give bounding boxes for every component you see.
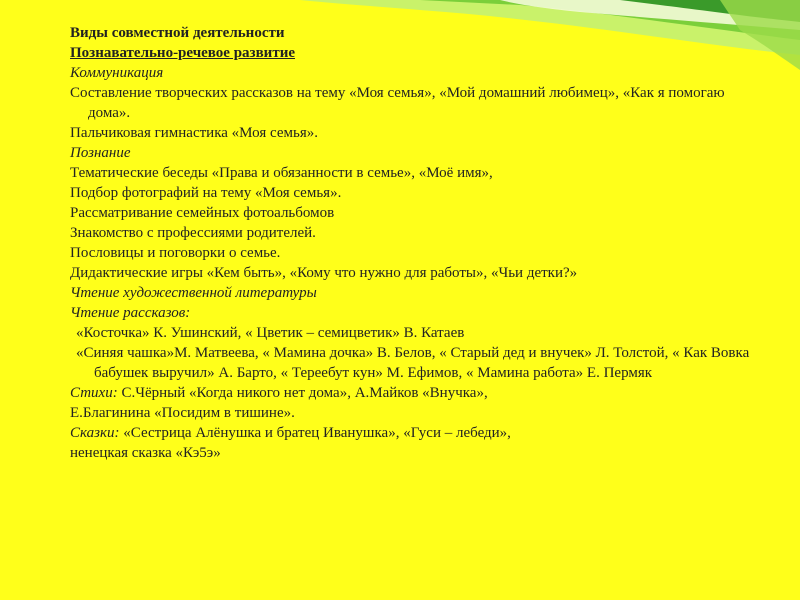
section-reading: Чтение художественной литературы — [70, 285, 317, 301]
cognition-item: Подбор фотографий на тему «Моя семья». — [70, 185, 342, 201]
slide-content — [70, 23, 770, 463]
cognition-item: Рассматривание семейных фотоальбомов — [70, 205, 335, 221]
tales-label: Сказки: — [70, 425, 120, 441]
cognition-item: Тематические беседы «Права и обязанности в семье», «Моё имя», — [70, 165, 493, 181]
tales-text: «Сестрица Алёнушка и братец Иванушка», «Гуси – лебеди», — [119, 425, 511, 441]
cognition-item: Дидактические игры «Кем быть», «Кому что нужно для работы», «Чьи детки?» — [70, 265, 578, 281]
cognition-item: Знакомство с профессиями родителей. — [70, 225, 316, 241]
section-communication: Коммуникация — [70, 65, 164, 81]
poems-label: Стихи: — [70, 385, 118, 401]
subheading: Познавательно-речевое развитие — [70, 45, 295, 61]
stories-line: «Косточка» К. Ушинский, « Цветик – семицветик» В. Катаев — [76, 325, 465, 341]
poems-line — [70, 383, 770, 403]
communication-item: Пальчиковая гимнастика «Моя семья». — [70, 125, 318, 141]
stories-line: «Синяя чашка»М. Матвеева, « Мамина дочка» В. Белов, « Старый дед и внучек» Л. Толстой, « Как Вовка бабушек выручил» А. Барто, « Тереебут кун» М. Ефимов, « Мамина работа» Е. Пермяк — [76, 345, 750, 381]
communication-item: Составление творческих рассказов на тему «Моя семья», «Мой домашний любимец», «Как я помогаю дома». — [70, 85, 725, 121]
heading: Виды совместной деятельности — [70, 25, 285, 41]
tales-line — [70, 423, 770, 443]
poems-text: С.Чёрный «Когда никого нет дома», А.Майков «Внучка», — [117, 385, 488, 401]
section-cognition: Познание — [70, 145, 131, 161]
poems-line-2: Е.Благинина «Посидим в тишине». — [70, 405, 295, 421]
reading-stories-label: Чтение рассказов: — [70, 305, 191, 321]
cognition-item: Пословицы и поговорки о семье. — [70, 245, 281, 261]
tales-line-2: ненецкая сказка «Кэ5э» — [70, 445, 221, 461]
